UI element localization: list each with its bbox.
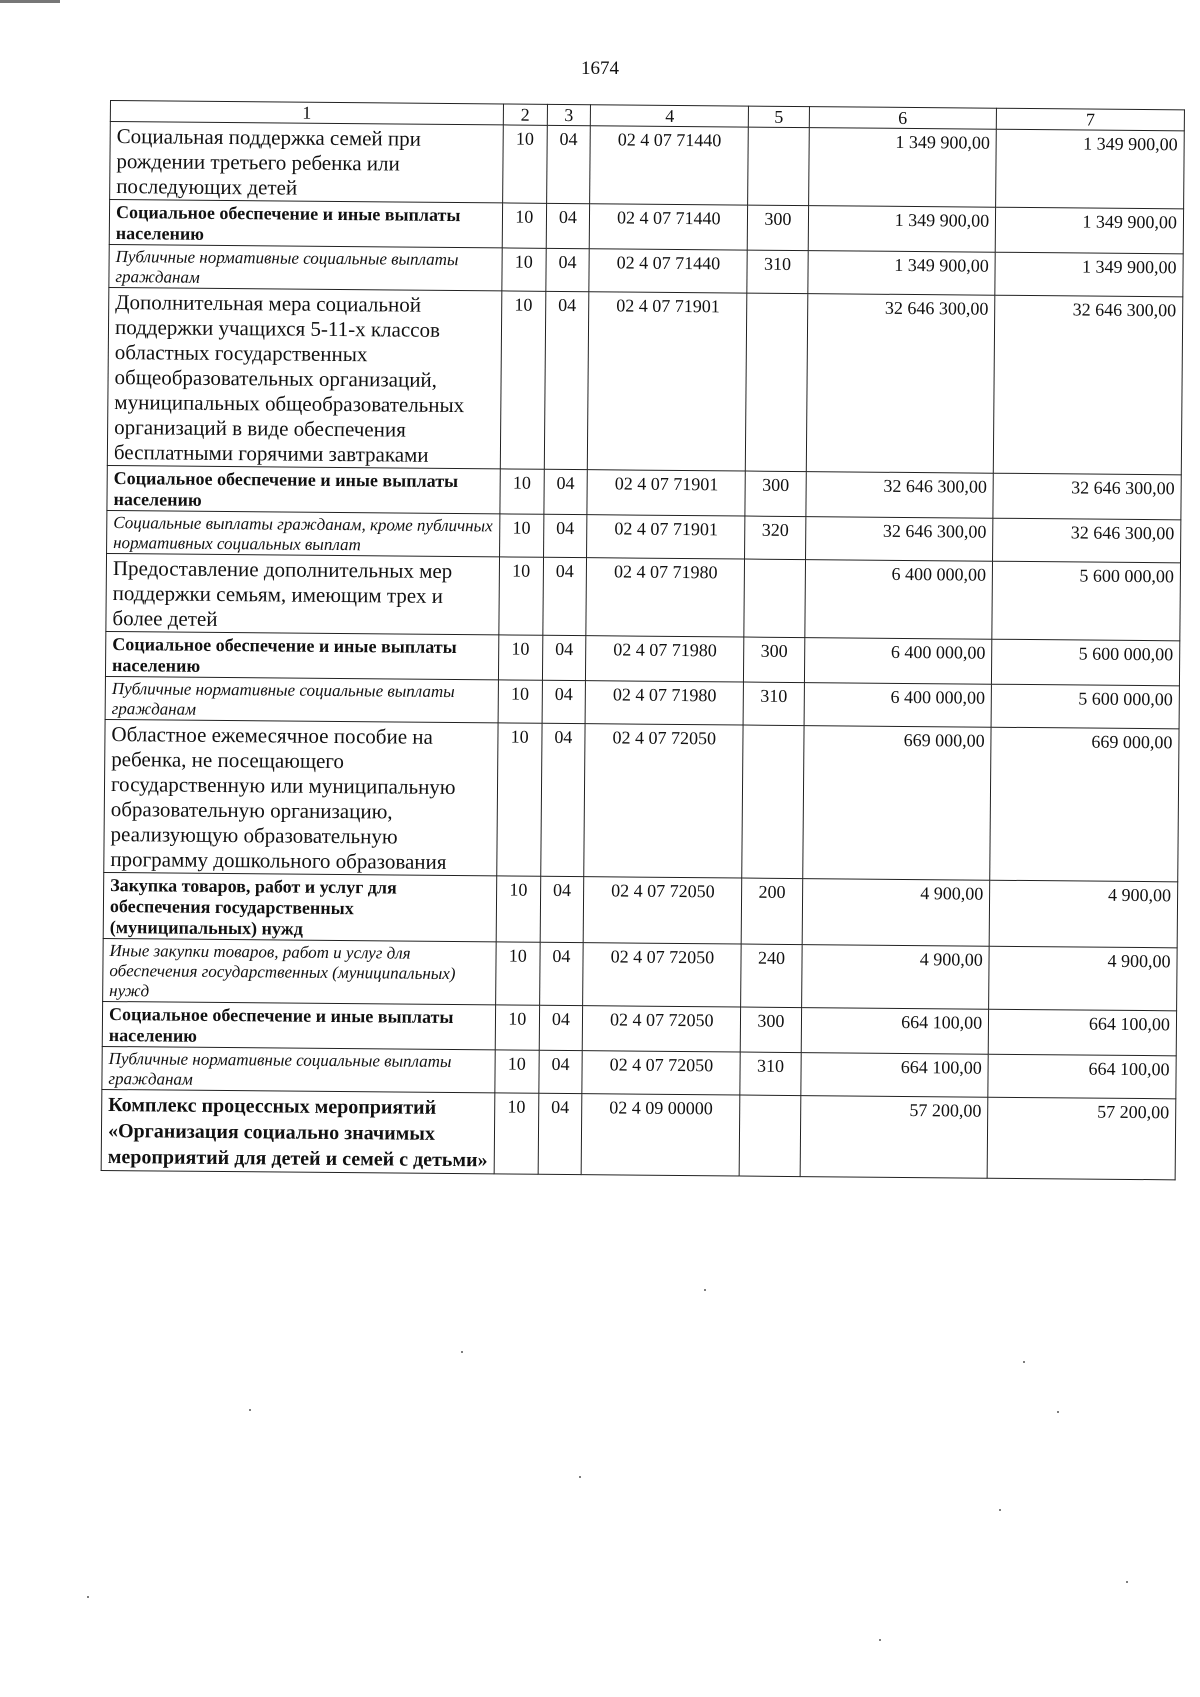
- row-target-code-cell: 02 4 07 71980: [585, 681, 744, 725]
- table-row: [101, 1089, 1176, 1179]
- header-col-4: 4: [591, 105, 749, 127]
- row-amount-2-cell: 32 646 300,00: [993, 473, 1181, 520]
- row-target-code-cell: 02 4 07 71440: [590, 126, 749, 205]
- row-section-cell: 10: [497, 723, 542, 876]
- row-name-cell: Социальное обеспечение и иные выплаты населению: [107, 465, 500, 513]
- row-amount-1-cell: 6 400 000,00: [804, 638, 992, 685]
- row-section-cell: 10: [495, 1005, 539, 1050]
- row-expense-type-cell: [744, 559, 805, 638]
- row-expense-type-cell: 300: [748, 205, 808, 251]
- page-number: 1674: [581, 58, 619, 79]
- row-name-cell: Социальная поддержка семей при рождении третьего ребенка или последующих детей: [110, 122, 504, 203]
- row-subsection-cell: 04: [543, 514, 587, 557]
- row-subsection-cell: 04: [543, 469, 587, 514]
- table-row: [107, 287, 1183, 474]
- row-amount-2-cell: 57 200,00: [987, 1097, 1175, 1180]
- row-subsection-cell: 04: [540, 723, 585, 876]
- row-section-cell: 10: [496, 876, 540, 942]
- row-subsection-cell: 04: [540, 876, 584, 942]
- row-name-cell: Предоставление дополнительных мер поддержки семьям, имеющим трех и более детей: [106, 553, 500, 634]
- row-amount-1-cell: 669 000,00: [802, 726, 991, 881]
- row-target-code-cell: 02 4 09 00000: [581, 1094, 740, 1176]
- row-section-cell: 10: [495, 1050, 539, 1093]
- row-amount-2-cell: 5 600 000,00: [992, 639, 1180, 686]
- row-name-cell: Социальное обеспечение и иные выплаты населению: [102, 1001, 495, 1049]
- row-section-cell: 10: [503, 125, 547, 203]
- row-section-cell: 10: [500, 469, 544, 514]
- row-subsection-cell: 04: [539, 942, 583, 1005]
- row-section-cell: 10: [494, 1093, 538, 1174]
- row-expense-type-cell: 310: [744, 682, 804, 726]
- row-target-code-cell: 02 4 07 71901: [587, 515, 746, 559]
- row-amount-1-cell: 4 900,00: [802, 879, 990, 947]
- header-col-1: 1: [110, 101, 503, 125]
- row-section-cell: 10: [500, 291, 545, 469]
- scan-edge-mark: [0, 0, 60, 3]
- row-amount-2-cell: 1 349 900,00: [996, 129, 1184, 209]
- row-expense-type-cell: 240: [741, 944, 802, 1008]
- table-row: [103, 938, 1178, 1010]
- row-section-cell: 10: [499, 557, 543, 635]
- row-section-cell: 10: [502, 203, 546, 248]
- row-amount-2-cell: 5 600 000,00: [991, 684, 1179, 729]
- row-subsection-cell: 04: [542, 680, 586, 723]
- row-amount-1-cell: 32 646 300,00: [805, 472, 993, 519]
- row-amount-1-cell: 32 646 300,00: [805, 517, 993, 562]
- row-amount-1-cell: 664 100,00: [800, 1053, 988, 1098]
- row-subsection-cell: 04: [546, 125, 590, 203]
- row-section-cell: 10: [498, 680, 542, 723]
- row-target-code-cell: 02 4 07 71980: [586, 558, 745, 637]
- row-target-code-cell: 02 4 07 71440: [589, 204, 748, 250]
- row-amount-2-cell: 4 900,00: [989, 880, 1177, 948]
- row-subsection-cell: 04: [542, 635, 586, 680]
- row-expense-type-cell: [740, 1095, 801, 1177]
- row-target-code-cell: 02 4 07 72050: [582, 1051, 741, 1095]
- row-section-cell: 10: [499, 514, 543, 557]
- table-row: [104, 719, 1179, 881]
- row-subsection-cell: 04: [539, 1005, 583, 1050]
- row-expense-type-cell: 300: [741, 1007, 801, 1053]
- table-row: [106, 553, 1181, 640]
- header-col-3: 3: [547, 104, 591, 125]
- row-target-code-cell: 02 4 07 71980: [586, 636, 745, 682]
- row-name-cell: Иные закупки товаров, работ и услуг для обеспечения государственных (муниципальных) нужд: [103, 938, 496, 1004]
- row-subsection-cell: 04: [544, 291, 589, 469]
- row-amount-2-cell: 4 900,00: [989, 946, 1177, 1011]
- row-expense-type-cell: [742, 725, 803, 879]
- row-amount-2-cell: 1 349 900,00: [995, 207, 1183, 254]
- row-expense-type-cell: [746, 293, 808, 472]
- budget-table: [101, 100, 1185, 1180]
- row-name-cell: Публичные нормативные социальные выплаты гражданам: [109, 244, 502, 290]
- row-expense-type-cell: 300: [745, 471, 805, 517]
- row-section-cell: 10: [496, 942, 540, 1005]
- row-expense-type-cell: 310: [740, 1052, 800, 1096]
- row-section-cell: 10: [502, 248, 546, 291]
- row-subsection-cell: 04: [538, 1050, 582, 1093]
- row-name-cell: Комплекс процессных мероприятий «Организация социально значимых мероприятий для детей и семей с детьми»: [101, 1089, 495, 1173]
- row-amount-2-cell: 664 100,00: [988, 1054, 1176, 1099]
- row-name-cell: Публичные нормативные социальные выплаты гражданам: [105, 676, 498, 722]
- row-name-cell: Социальное обеспечение и иные выплаты населению: [105, 631, 498, 679]
- row-target-code-cell: 02 4 07 72050: [582, 1006, 741, 1052]
- row-name-cell: Публичные нормативные социальные выплаты гражданам: [102, 1046, 495, 1092]
- row-amount-2-cell: 5 600 000,00: [992, 561, 1180, 641]
- row-target-code-cell: 02 4 07 72050: [584, 724, 744, 878]
- header-col-7: 7: [996, 108, 1184, 131]
- row-amount-1-cell: 1 349 900,00: [808, 206, 996, 253]
- row-expense-type-cell: 200: [742, 878, 803, 945]
- row-name-cell: Областное ежемесячное пособие на ребенка, не посещающего государственную или муниципальную образовательную организацию, реализующую образовательную программу дошкольного образования: [104, 719, 498, 875]
- row-expense-type-cell: [748, 127, 809, 206]
- row-name-cell: Закупка товаров, работ и услуг для обеспечения государственных (муниципальных) нужд: [103, 872, 496, 941]
- table-row: [103, 872, 1178, 947]
- row-target-code-cell: 02 4 07 71901: [588, 292, 748, 471]
- row-name-cell: Социальное обеспечение и иные выплаты населению: [109, 200, 502, 248]
- row-target-code-cell: 02 4 07 72050: [583, 877, 742, 944]
- header-col-2: 2: [503, 104, 547, 125]
- row-section-cell: 10: [498, 635, 542, 680]
- row-name-cell: Дополнительная мера социальной поддержки учащихся 5-11-х классов областных государственных общеобразовательных организаций, муниципальных общеобразовательных организаций в виде обеспечения бесплатными горячими завтраками: [107, 287, 501, 468]
- row-amount-1-cell: 1 349 900,00: [807, 251, 995, 296]
- row-target-code-cell: 02 4 07 71901: [587, 470, 746, 516]
- row-target-code-cell: 02 4 07 72050: [583, 943, 742, 1007]
- row-amount-1-cell: 4 900,00: [801, 945, 989, 1010]
- row-amount-1-cell: 57 200,00: [800, 1096, 988, 1179]
- row-amount-1-cell: 664 100,00: [801, 1008, 989, 1055]
- row-subsection-cell: 04: [542, 557, 586, 635]
- header-col-6: 6: [809, 107, 997, 130]
- row-amount-1-cell: 1 349 900,00: [808, 128, 996, 208]
- table-row: [110, 122, 1185, 209]
- row-amount-2-cell: 669 000,00: [990, 727, 1179, 882]
- row-amount-2-cell: 32 646 300,00: [993, 295, 1182, 475]
- row-subsection-cell: 04: [545, 248, 589, 291]
- row-amount-1-cell: 6 400 000,00: [804, 683, 992, 728]
- row-name-cell: Социальные выплаты гражданам, кроме публичных нормативных социальных выплат: [107, 510, 500, 556]
- table-body: [101, 122, 1184, 1180]
- row-target-code-cell: 02 4 07 71440: [589, 249, 748, 293]
- row-expense-type-cell: 320: [745, 516, 805, 560]
- row-amount-2-cell: 1 349 900,00: [995, 252, 1183, 297]
- row-amount-1-cell: 32 646 300,00: [806, 294, 995, 474]
- row-amount-1-cell: 6 400 000,00: [804, 560, 992, 640]
- row-expense-type-cell: 300: [744, 637, 804, 683]
- row-expense-type-cell: 310: [747, 250, 807, 294]
- row-amount-2-cell: 32 646 300,00: [993, 518, 1181, 563]
- header-col-5: 5: [749, 106, 809, 128]
- row-subsection-cell: 04: [546, 203, 590, 248]
- row-amount-2-cell: 664 100,00: [988, 1009, 1176, 1056]
- row-subsection-cell: 04: [538, 1093, 582, 1174]
